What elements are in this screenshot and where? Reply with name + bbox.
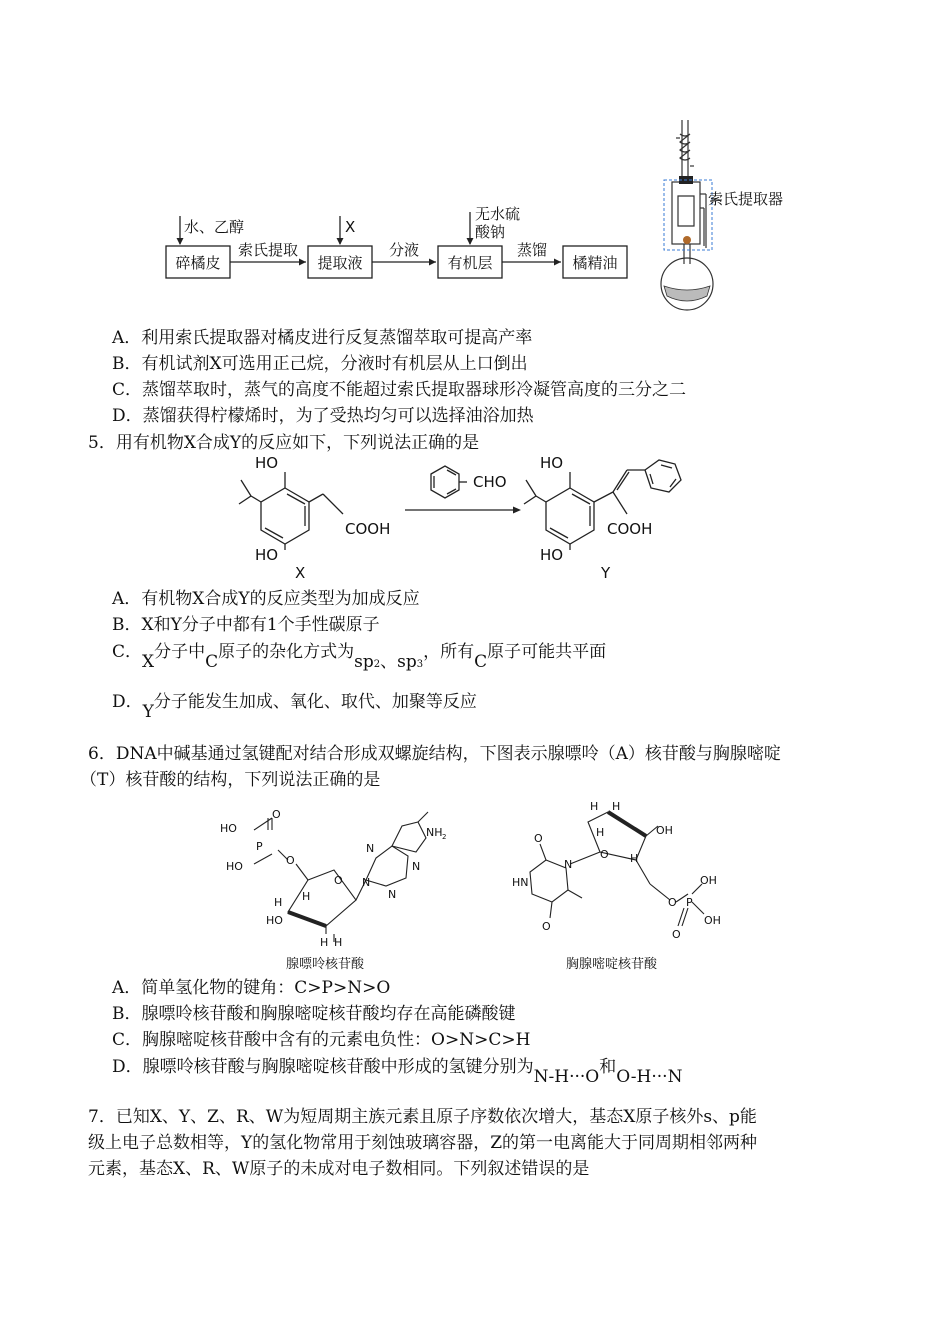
q4-option-a: A．利用索氏提取器对橘皮进行反复蒸馏萃取可提高产率 xyxy=(112,328,533,348)
q6-option-c: C．胸腺嘧啶核苷酸中含有的元素电负性：O>N>C>H xyxy=(112,1030,531,1050)
q6-stem-line2: （T）核苷酸的结构，下列说法正确的是 xyxy=(80,770,381,790)
adenine-caption: 腺嘌呤核苷酸 xyxy=(286,957,365,972)
q5-option-b: B．X和Y分子中都有1个手性碳原子 xyxy=(112,615,380,635)
a-h4: H xyxy=(334,936,343,949)
q5-option-c: C．X分子中C原子的杂化方式为$sp_2$、$sp_3$，所有C原子可能共平面 xyxy=(112,642,607,672)
q6-option-b: B．腺嘌呤核苷酸和胸腺嘧啶核苷酸均存在高能磷酸键 xyxy=(112,1004,516,1024)
t-n1: N xyxy=(564,858,573,871)
t-h1: H xyxy=(590,800,599,813)
input-drying-agent-1: 无水硫 xyxy=(475,205,521,223)
step-separation-label: 分液 xyxy=(388,241,420,259)
input-drying-agent-2: 酸钠 xyxy=(475,223,506,241)
extraction-flowchart xyxy=(150,200,650,290)
step-distill-label: 蒸馏 xyxy=(516,241,548,259)
t-oh1: OH xyxy=(656,824,673,837)
q5-option-a: A．有机物X合成Y的反应类型为加成反应 xyxy=(112,589,420,609)
q4-option-b: B．有机试剂X可选用正己烷，分液时有机层从上口倒出 xyxy=(112,354,528,374)
y-cooh: COOH xyxy=(607,520,653,538)
y-ho-top: HO xyxy=(540,454,564,472)
a-o-link: O xyxy=(286,854,295,867)
t-p: P xyxy=(686,896,693,909)
x-ho-bottom: HO xyxy=(255,546,279,564)
box-orange-oil-label: 橘精油 xyxy=(572,254,618,272)
t-o-dbl: O xyxy=(672,928,681,941)
q6-option-d: D．腺嘌呤核苷酸与胸腺嘧啶核苷酸中形成的氢键分别为N-H···O和O-H···N xyxy=(112,1057,683,1087)
t-o-link: O xyxy=(668,896,677,909)
a-ho1: HO xyxy=(220,822,237,835)
y-ho-bottom: HO xyxy=(540,546,564,564)
thymine-nucleotide-structure xyxy=(510,790,750,976)
a-h1: H xyxy=(274,896,283,909)
y-name: Y xyxy=(601,564,611,582)
t-oh2: OH xyxy=(700,874,717,887)
box-crushed-peel-label: 碎橘皮 xyxy=(175,254,221,272)
thymine-caption: 胸腺嘧啶核苷酸 xyxy=(566,957,658,972)
t-h3: H xyxy=(596,826,605,839)
a-h2: H xyxy=(302,890,311,903)
a-ho2: HO xyxy=(226,860,243,873)
a-h3: H xyxy=(320,936,329,949)
a-o-top: O xyxy=(272,808,281,821)
a-nh2: NH xyxy=(426,826,443,839)
t-o-c1: O xyxy=(534,832,543,845)
t-h2: H xyxy=(612,800,621,813)
reagent-cho: CHO xyxy=(473,473,507,491)
box-extract-label: 提取液 xyxy=(317,254,363,272)
step-soxhlet-label: 索氏提取 xyxy=(237,241,299,259)
t-o-ring: O xyxy=(600,848,609,861)
q5-stem: 5．用有机物X合成Y的反应如下，下列说法正确的是 xyxy=(88,433,480,453)
box-organic-layer-label: 有机层 xyxy=(447,254,493,272)
t-o-c2: O xyxy=(542,920,551,933)
a-n2: N xyxy=(412,860,421,873)
a-n3: N xyxy=(388,888,397,901)
q4-option-c: C．蒸馏萃取时，蒸气的高度不能超过索氏提取器球形冷凝管高度的三分之二 xyxy=(112,380,687,400)
q6-option-a: A．简单氢化物的键角：C>P>N>O xyxy=(112,978,391,998)
q6-stem-line1: 6．DNA中碱基通过氢键配对结合形成双螺旋结构，下图表示腺嘌呤（A）核苷酸与胸腺嘧啶 xyxy=(88,744,781,764)
t-oh3: OH xyxy=(704,914,721,927)
q5-reaction-scheme xyxy=(225,452,725,586)
x-name: X xyxy=(295,564,306,582)
t-h4: H xyxy=(630,852,639,865)
a-n1: N xyxy=(366,842,375,855)
input-x: X xyxy=(345,218,356,236)
input-water-ethanol: 水、乙醇 xyxy=(184,218,245,236)
soxhlet-apparatus xyxy=(650,118,800,314)
adenine-nucleotide-structure xyxy=(216,808,476,976)
a-ho3: HO xyxy=(266,914,283,927)
x-ho-top: HO xyxy=(255,454,279,472)
a-n-ring: N xyxy=(362,876,371,889)
q7-line2: 级上电子总数相等，Y的氢化物常用于刻蚀玻璃容器，Z的第一电离能大于同周期相邻两种 xyxy=(88,1133,758,1153)
a-o-sugar: O xyxy=(334,874,343,887)
t-hn: HN xyxy=(512,876,529,889)
q4-option-d: D．蒸馏获得柠檬烯时，为了受热均匀可以选择油浴加热 xyxy=(112,406,534,426)
q7-line3: 元素，基态X、R、W原子的未成对电子数相同。下列叙述错误的是 xyxy=(88,1159,590,1179)
a-p: P xyxy=(256,840,263,853)
a-nh2-sub: 2 xyxy=(442,833,447,841)
soxhlet-label: 索氏提取器 xyxy=(708,190,784,208)
q5-option-d: D．Y分子能发生加成、氧化、取代、加聚等反应 xyxy=(112,692,477,722)
x-cooh: COOH xyxy=(345,520,391,538)
q7-line1: 7．已知X、Y、Z、R、W为短周期主族元素且原子序数依次增大，基态X原子核外s、p能 xyxy=(88,1107,757,1127)
